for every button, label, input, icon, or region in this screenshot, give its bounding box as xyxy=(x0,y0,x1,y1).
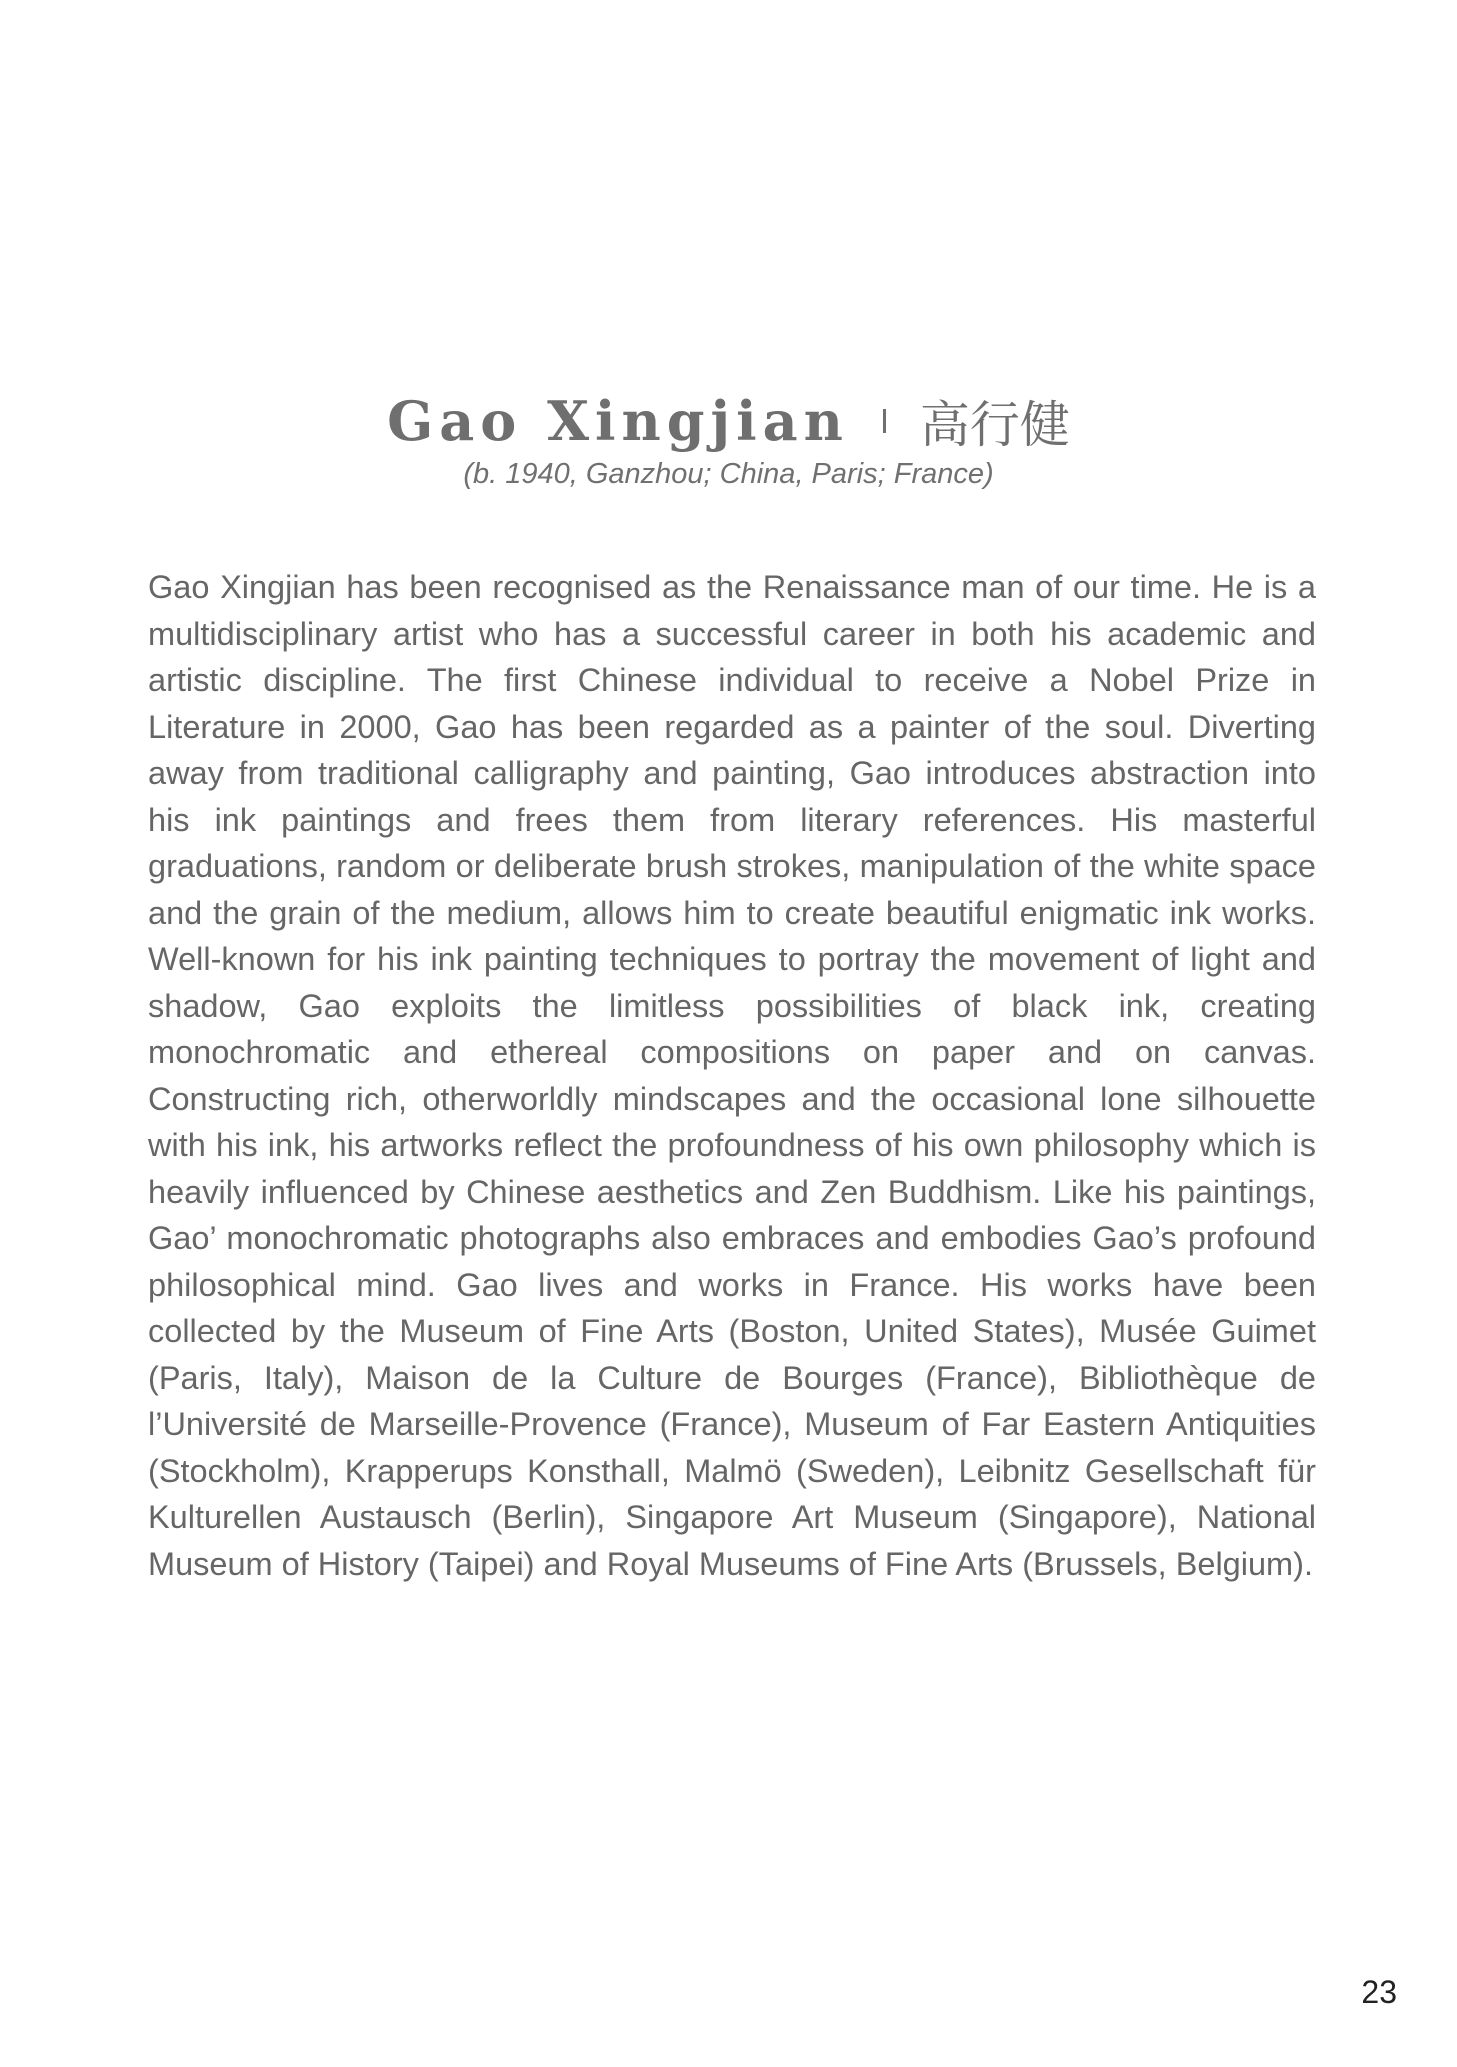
artist-name-chinese: 高行健 xyxy=(919,396,1070,454)
page-number: 23 xyxy=(1361,1974,1397,2010)
artist-heading xyxy=(0,385,1457,457)
artist-biography: Gao Xingjian has been recognised as the Renaissance man of our time. He is a multidisciplinary artist who has a successful career in both his academic and artistic discipline. The first Chinese individual to receive a Nobel Prize in Literature in 2000, Gao has been regarded as a painter of the soul. Diverting away from traditional calligraphy and painting, Gao introduces abstraction into his ink paintings and frees them from literary references. His masterful graduations, random or deliberate brush strokes, manipulation of the white space and the grain of the medium, allows him to create beautiful enigmatic ink works. Well-known for his ink painting techniques to portray the movement of light and shadow, Gao exploits the limitless possibilities of black ink, creating monochromatic and ethereal compositions on paper and on canvas. Constructing rich, otherworldly mindscapes and the occasional lone silhouette with his ink, his artworks reflect the profoundness of his own philosophy which is heavily influenced by Chinese aesthetics and Zen Buddhism. Like his paintings, Gao’ monochromatic photographs also embraces and embodies Gao’s profound philosophical mind. Gao lives and works in France. His works have been collected by the Museum of Fine Arts (Boston, United States), Musée Guimet (Paris, Italy), Maison de la Culture de Bourges (France), Bibliothèque de l’Université de Marseille-Provence (France), Museum of Far Eastern Antiquities (Stockholm), Krapperups Konsthall, Malmö (Sweden), Leibnitz Gesellschaft für Kulturellen Austausch (Berlin), Singapore Art Museum (Singapore), National Museum of History (Taipei) and Royal Museums of Fine Arts (Brussels, Belgium). xyxy=(148,569,1316,1582)
artist-name: Gao Xingjian xyxy=(387,389,849,453)
artist-life-details: (b. 1940, Ganzhou; China, Paris; France) xyxy=(463,458,994,490)
title-separator xyxy=(883,409,886,433)
